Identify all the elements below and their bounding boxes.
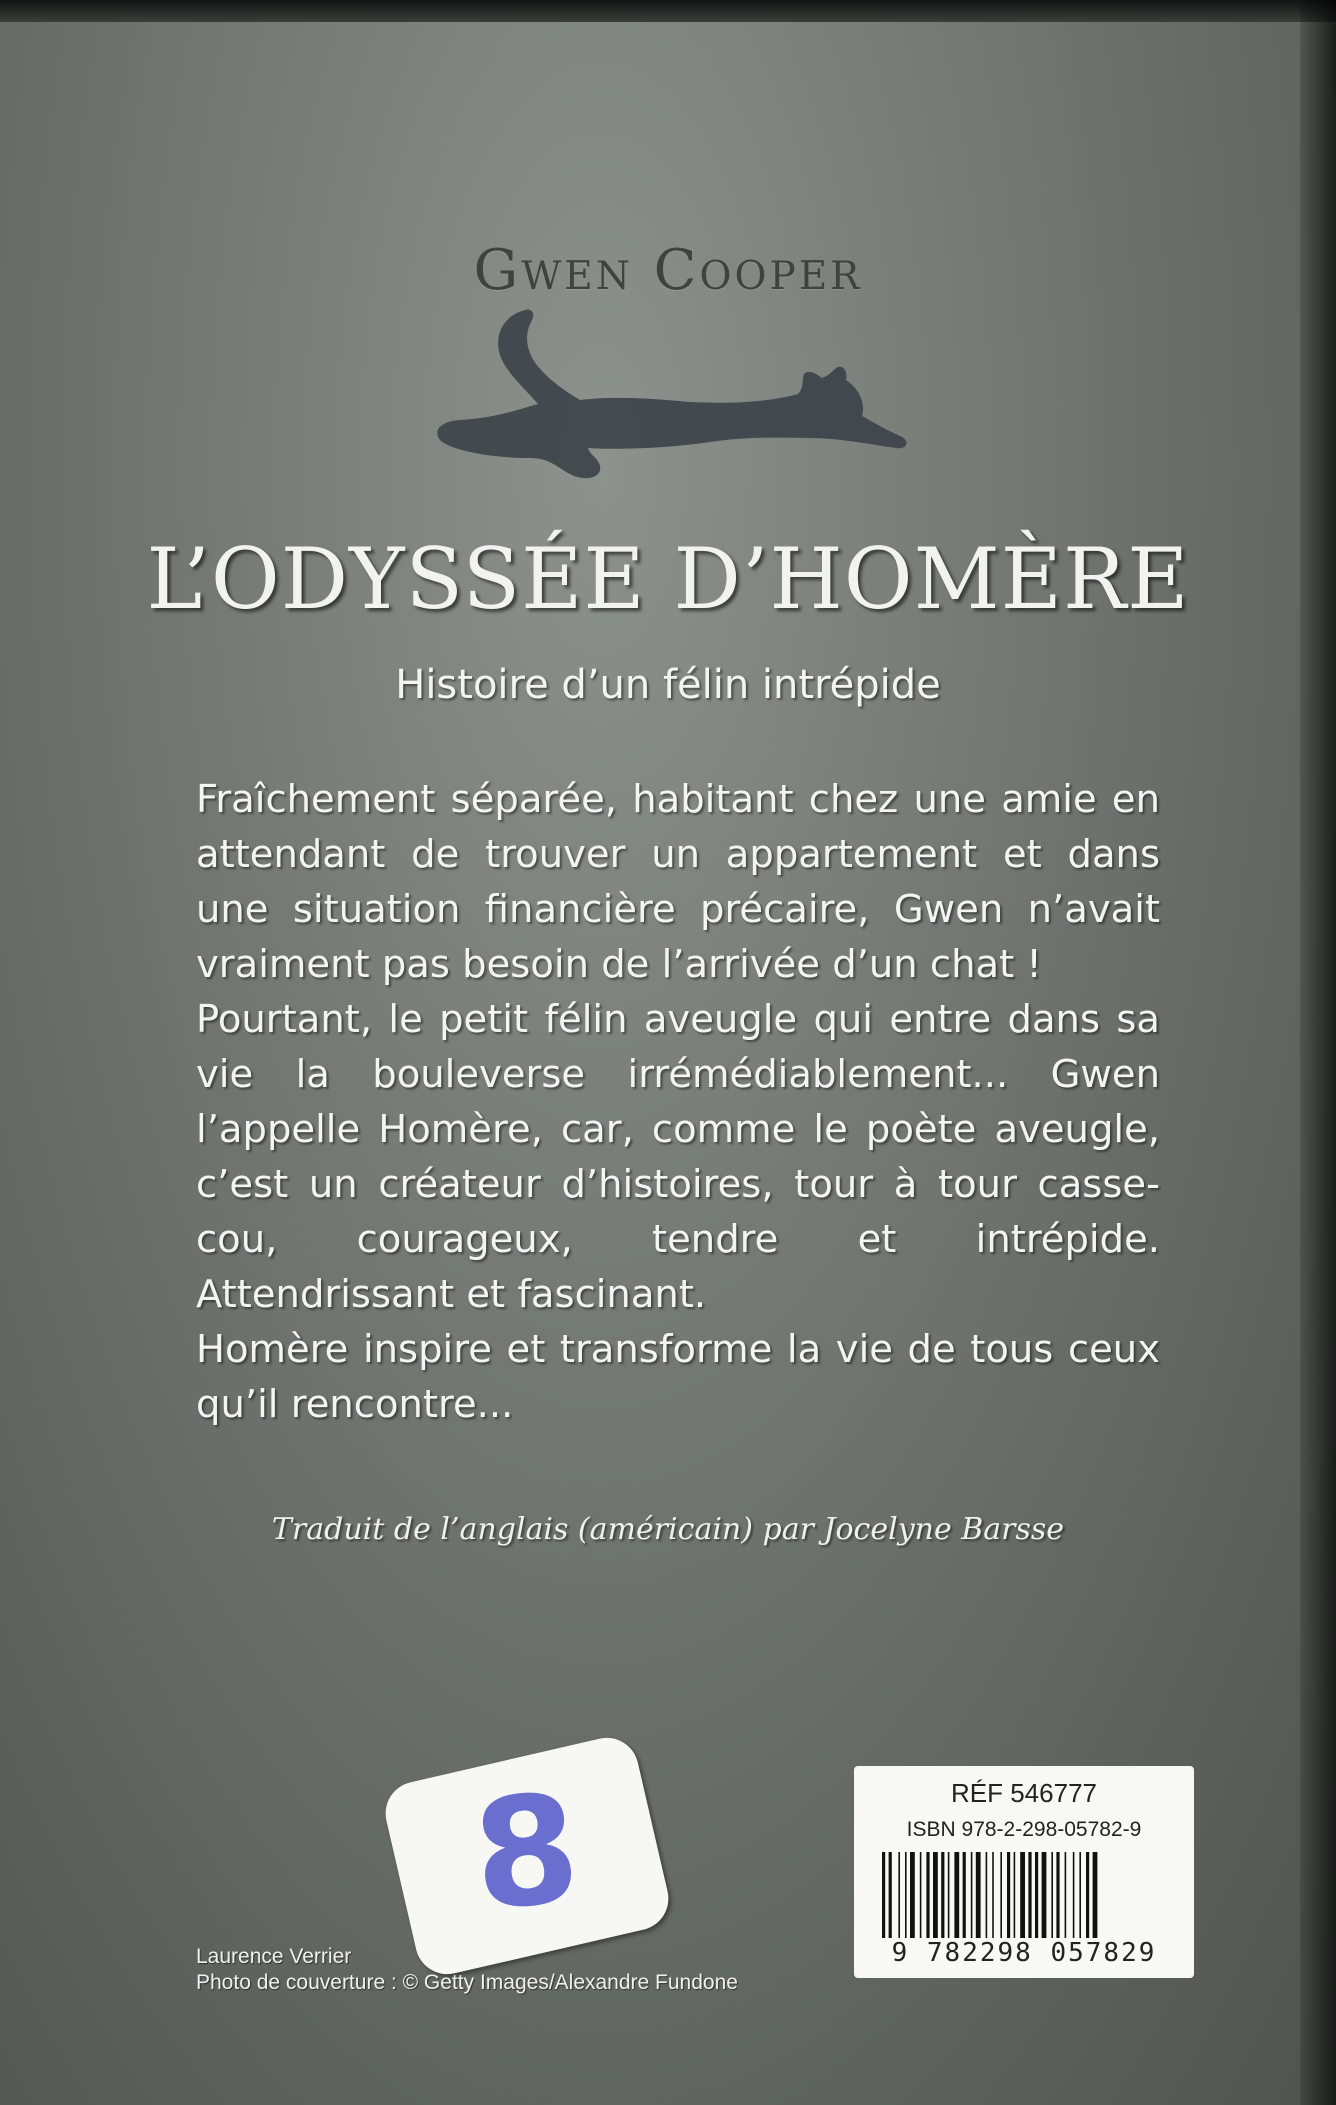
book-subtitle: Histoire d’un félin intrépide [395,662,941,708]
blurb-paragraph-2: Pourtant, le petit félin aveugle qui entre dans sa vie la bouleverse irrémédiablement... Gwen l’appelle Homère, car, comme le poète aveugle, c’est un créateur d’histoires, tour à tour casse-cou, courageux, tendre et intrépide. Attendrissant et fascinant. [196,997,1160,1317]
book-title: L’ODYSSÉE D’HOMÈRE [146,530,1190,628]
translator-credit: Traduit de l’anglais (américain) par Jocelyne Barsse [271,1512,1065,1547]
barcode-label [854,1766,1194,1978]
isbn-number: ISBN 978-2-298-05782-9 [906,1818,1142,1841]
cover-top-edge [0,0,1336,22]
blurb-paragraph-1: Fraîchement séparée, habitant chez une amie en attendant de trouver un appartement et dans une situation financière précaire, Gwen n’avait vraiment pas besoin de l’arrivée d’un chat ! [196,777,1160,987]
reference-number: RÉF 546777 [951,1778,1097,1808]
barcode-icon [882,1852,1172,1938]
credits-photo: Photo de couverture : © Getty Images/Alexandre Fundone [196,1971,738,1994]
cover-credits [196,1944,738,1996]
blurb-text [196,772,1160,1432]
leaping-cat-silhouette [430,308,910,498]
sticker-handwritten-label: 8 [466,1761,586,1945]
author-name: Gwen Cooper [473,238,863,303]
credits-designer: Laurence Verrier [196,1945,352,1968]
barcode-digits: 9 782298 057829 [891,1938,1157,1968]
blurb-paragraph-3: Homère inspire et transforme la vie de tous ceux qu’il rencontre... [196,1327,1160,1427]
